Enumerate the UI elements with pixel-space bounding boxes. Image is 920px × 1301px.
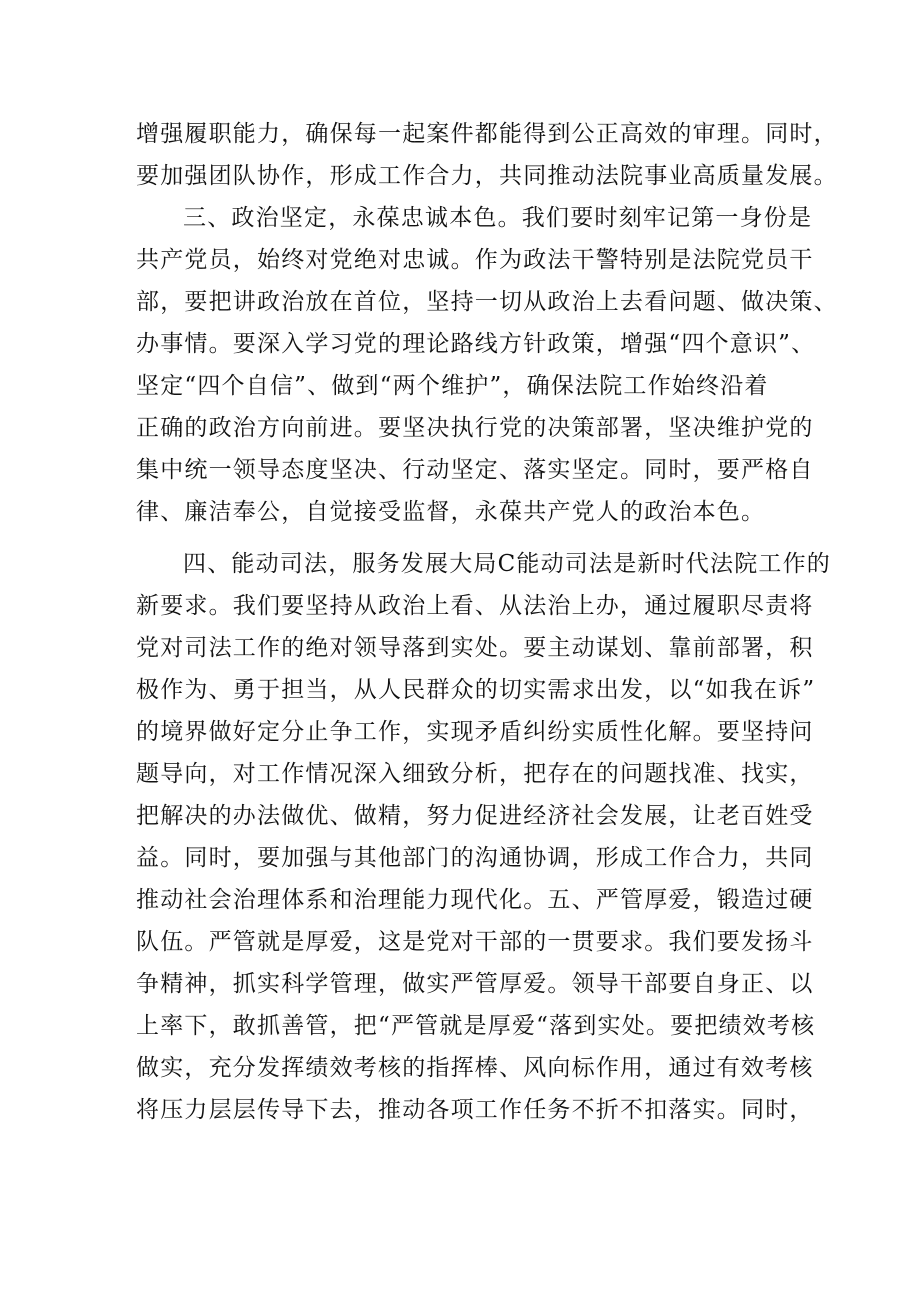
text-line: 新要求。我们要坚持从政治上看、从法治上办，通过履职尽责将: [136, 593, 814, 619]
text-line: 党对司法工作的绝对领导落到实处。要主动谋划、靠前部署，积: [136, 635, 814, 661]
text-line: 集中统一领导态度坚决、行动坚定、落实坚定。同时，要严格自: [136, 457, 814, 483]
text-line: 部，要把讲政治放在首位，坚持一切从政治上去看问题、做决策、: [136, 289, 838, 315]
text-line: 将压力层层传导下去，推动各项工作任务不折不扣落实。同时，: [136, 1097, 814, 1123]
text-line: 增强履职能力，确保每一起案件都能得到公正高效的审理。同时，: [136, 121, 838, 147]
text-line: 办事情。要深入学习党的理论路线方针政策，增强“四个意识”、: [136, 331, 816, 357]
section-heading-line: 三、政治坚定，永葆忠诚本色。我们要时刻牢记第一身份是: [183, 205, 813, 231]
text-line: 极作为、勇于担当，从人民群众的切实需求出发，以“如我在诉”: [136, 677, 816, 703]
text-line: 上率下，敢抓善管，把“严管就是厚爱“落到实处。要把绩效考核: [136, 1013, 816, 1039]
text-line: 律、廉洁奉公，自觉接受监督，永葆共产党人的政治本色。: [136, 499, 766, 525]
text-line: 益。同时，要加强与其他部门的沟通协调，形成工作合力，共同: [136, 845, 814, 871]
text-line: 的境界做好定分止争工作，实现矛盾纠纷实质性化解。要坚持问: [136, 719, 814, 745]
text-line: 题导向，对工作情况深入细致分析，把存在的问题找准、找实，: [136, 761, 814, 787]
text-line: 队伍。严管就是厚爱，这是党对干部的一贯要求。我们要发扬斗: [136, 929, 814, 955]
text-line: 坚定“四个自信”、做到“两个维护”，确保法院工作始终沿着: [136, 373, 769, 399]
text-line: 把解决的办法做优、做精，努力促进经济社会发展，让老百姓受: [136, 803, 814, 829]
text-line: 争精神，抓实科学管理，做实严管厚爱。领导干部要自身正、以: [136, 971, 814, 997]
text-line: 正确的政治方向前进。要坚决执行党的决策部署，坚决维护党的: [136, 415, 814, 441]
section-heading-line: 四、能动司法，服务发展大局C能动司法是新时代法院工作的: [183, 551, 831, 577]
text-line: 推动社会治理体系和治理能力现代化。五、严管厚爱，锻造过硬: [136, 887, 814, 913]
text-line: 共产党员，始终对党绝对忠诚。作为政法干警特别是法院党员干: [136, 247, 814, 273]
text-line: 要加强团队协作，形成工作合力，共同推动法院事业高质量发展。: [136, 163, 838, 189]
text-line: 做实，充分发挥绩效考核的指挥棒、风向标作用，通过有效考核: [136, 1055, 814, 1081]
